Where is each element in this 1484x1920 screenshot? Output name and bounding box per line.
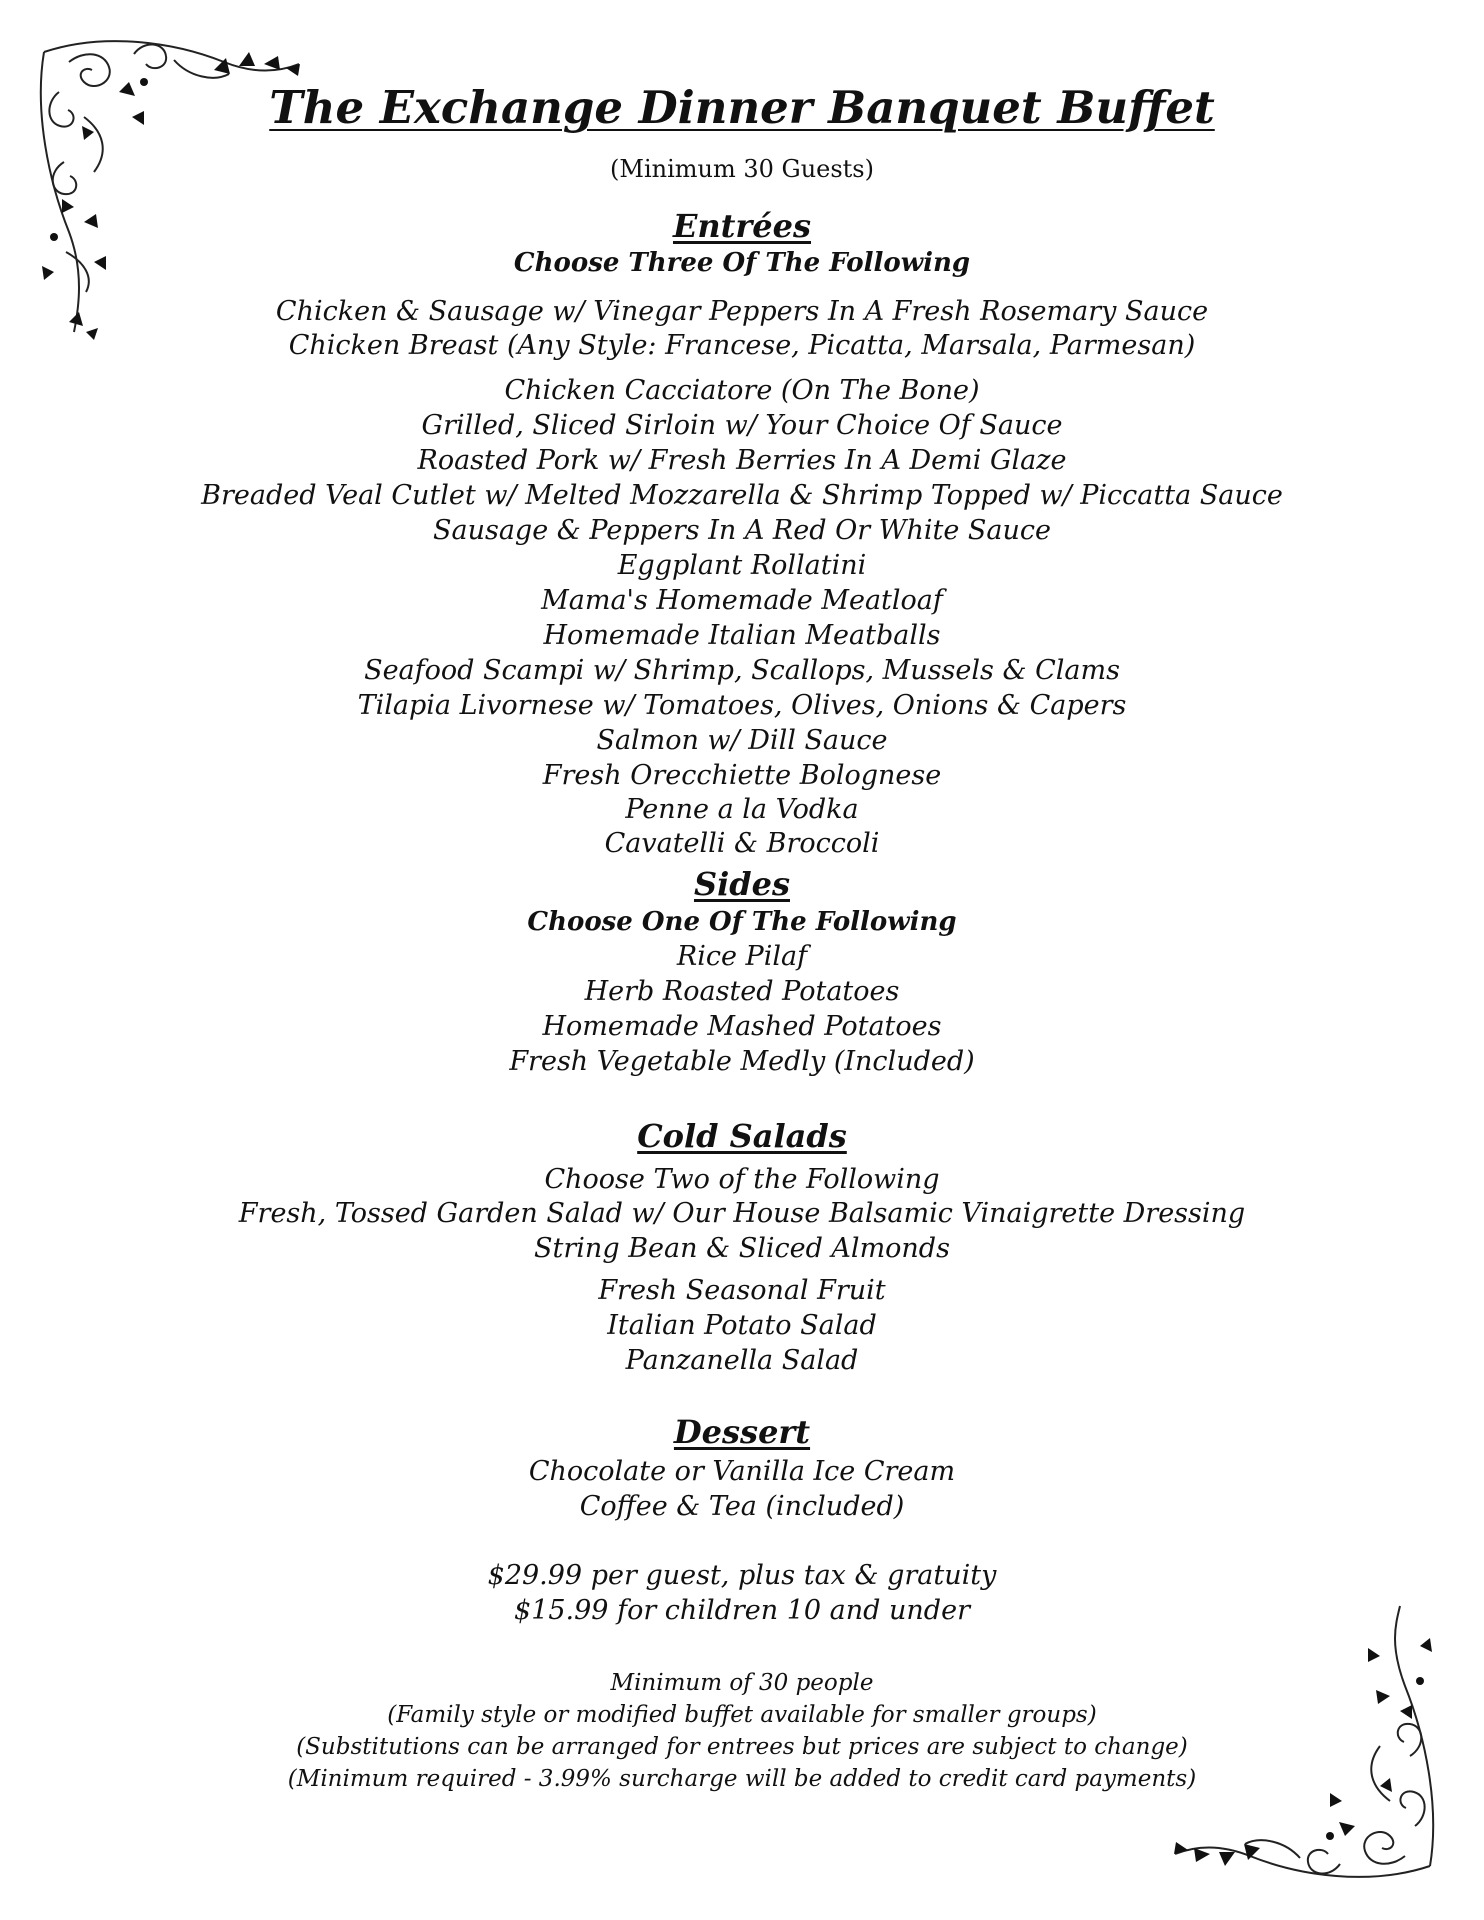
cold-salads-instruction: Choose Two of the Following xyxy=(544,1164,940,1195)
list-item: Chicken Breast (Any Style: Francese, Picatta, Marsala, Parmesan) xyxy=(288,330,1196,361)
list-item: Fresh Vegetable Medly (Included) xyxy=(509,1046,975,1077)
entrees-instruction: Choose Three Of The Following xyxy=(513,248,971,278)
sides-heading: Sides xyxy=(693,865,790,903)
list-item: Mama's Homemade Meatloaf xyxy=(541,585,943,616)
list-item: Eggplant Rollatini xyxy=(617,550,867,581)
page-subtitle: (Minimum 30 Guests) xyxy=(610,155,874,183)
list-item: Grilled, Sliced Sirloin w/ Your Choice Of Sauce xyxy=(421,410,1063,441)
list-item: Homemade Italian Meatballs xyxy=(543,620,941,651)
list-item: Chicken Cacciatore (On The Bone) xyxy=(504,375,980,406)
price-adult: $29.99 per guest, plus tax & gratuity xyxy=(487,1560,997,1591)
list-item: Salmon w/ Dill Sauce xyxy=(596,725,888,756)
note-line: (Substitutions can be arranged for entrees but prices are subject to change) xyxy=(296,1734,1188,1760)
list-item: Sausage & Peppers In A Red Or White Sauce xyxy=(432,515,1051,546)
list-item: Rice Pilaf xyxy=(676,941,808,972)
list-item: Fresh Orecchiette Bolognese xyxy=(542,760,942,791)
entrees-heading: Entrées xyxy=(672,207,812,245)
list-item: Penne a la Vodka xyxy=(625,794,859,825)
list-item: Seafood Scampi w/ Shrimp, Scallops, Mussels & Clams xyxy=(364,655,1120,686)
list-item: Fresh, Tossed Garden Salad w/ Our House Balsamic Vinaigrette Dressing xyxy=(238,1198,1246,1229)
list-item: Breaded Veal Cutlet w/ Melted Mozzarella & Shrimp Topped w/ Piccatta Sauce xyxy=(201,480,1283,511)
list-item: Chicken & Sausage w/ Vinegar Peppers In A Fresh Rosemary Sauce xyxy=(275,296,1209,327)
note-line: Minimum of 30 people xyxy=(610,1670,874,1696)
list-item: Herb Roasted Potatoes xyxy=(584,976,900,1007)
sides-instruction: Choose One Of The Following xyxy=(527,907,957,937)
list-item: String Bean & Sliced Almonds xyxy=(534,1233,950,1264)
list-item: Cavatelli & Broccoli xyxy=(604,828,880,859)
list-item: Tilapia Livornese w/ Tomatoes, Olives, Onions & Capers xyxy=(357,690,1127,721)
price-children: $15.99 for children 10 and under xyxy=(514,1595,970,1626)
list-item: Roasted Pork w/ Fresh Berries In A Demi Glaze xyxy=(417,445,1067,476)
note-line: (Minimum required - 3.99% surcharge will be added to credit card payments) xyxy=(287,1766,1197,1792)
list-item: Homemade Mashed Potatoes xyxy=(542,1011,942,1042)
list-item: Italian Potato Salad xyxy=(607,1310,877,1341)
list-item: Fresh Seasonal Fruit xyxy=(598,1275,886,1306)
list-item: Coffee & Tea (included) xyxy=(579,1491,905,1522)
dessert-heading: Dessert xyxy=(673,1413,811,1451)
note-line: (Family style or modified buffet available for smaller groups) xyxy=(387,1702,1097,1728)
list-item: Panzanella Salad xyxy=(625,1345,859,1376)
cold-salads-heading: Cold Salads xyxy=(637,1117,847,1155)
list-item: Chocolate or Vanilla Ice Cream xyxy=(528,1456,956,1487)
page-title: The Exchange Dinner Banquet Buffet xyxy=(269,81,1215,134)
